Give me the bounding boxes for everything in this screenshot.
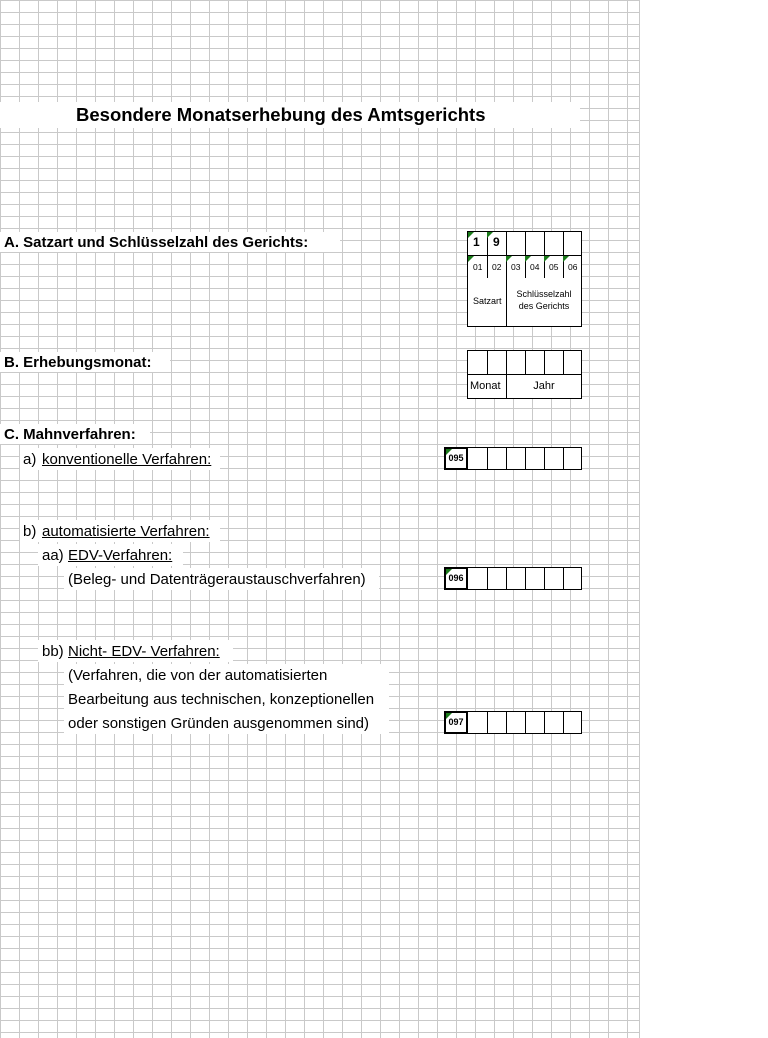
monat-label: Monat xyxy=(470,380,501,392)
item-a-value-cells[interactable] xyxy=(467,447,582,470)
satzart-label-row xyxy=(467,278,582,327)
section-b-label: B. Erhebungsmonat: xyxy=(4,354,152,371)
month-year-label-row xyxy=(467,374,582,399)
column-number: 02 xyxy=(492,262,502,272)
satzart-label: Satzart xyxy=(473,296,502,306)
item-aa-marker: aa) xyxy=(42,547,64,564)
item-bb-label: Nicht- EDV- Verfahren: xyxy=(68,643,220,660)
item-bb-value-cells[interactable] xyxy=(467,711,582,734)
code-097-box: 097 xyxy=(444,711,468,734)
column-number: 03 xyxy=(511,262,521,272)
month-year-input[interactable] xyxy=(467,350,582,374)
column-number: 04 xyxy=(530,262,540,272)
page-title: Besondere Monatserhebung des Amtsgerichts xyxy=(76,104,486,125)
schluessel-label-line2: des Gerichts xyxy=(518,301,570,311)
satzart-digit-1[interactable]: 1 xyxy=(473,235,480,249)
jahr-label: Jahr xyxy=(533,380,555,392)
item-b-label: automatisierte Verfahren: xyxy=(42,523,210,540)
item-aa-description: (Beleg- und Datenträgeraustauschverfahren) xyxy=(68,571,366,588)
item-aa-value-cells[interactable] xyxy=(467,567,582,590)
satzart-digit-2[interactable]: 9 xyxy=(493,235,500,249)
code-096-box: 096 xyxy=(444,567,468,590)
section-c-label: C. Mahnverfahren: xyxy=(4,426,136,443)
item-b-marker: b) xyxy=(23,523,37,540)
item-a-label: konventionelle Verfahren: xyxy=(42,451,212,468)
code-095-box: 095 xyxy=(444,447,468,470)
item-a-marker: a) xyxy=(23,451,37,468)
column-number: 05 xyxy=(549,262,559,272)
item-aa-label: EDV-Verfahren: xyxy=(68,547,173,564)
column-number: 01 xyxy=(473,262,483,272)
item-bb-description-line1: (Verfahren, die von der automatisierten xyxy=(68,667,328,684)
schluessel-label-line1: Schlüsselzahl xyxy=(516,289,572,299)
section-a-label: A. Satzart und Schlüsselzahl des Gerichts: xyxy=(4,234,309,251)
column-number-row xyxy=(467,255,582,279)
item-bb-description-line2: Bearbeitung aus technischen, konzeptionellen xyxy=(68,691,375,708)
column-number: 06 xyxy=(568,262,578,272)
item-bb-marker: bb) xyxy=(42,643,64,660)
item-bb-description-line3: oder sonstigen Gründen ausgenommen sind) xyxy=(68,715,370,732)
satzart-digit-row[interactable] xyxy=(467,231,582,255)
